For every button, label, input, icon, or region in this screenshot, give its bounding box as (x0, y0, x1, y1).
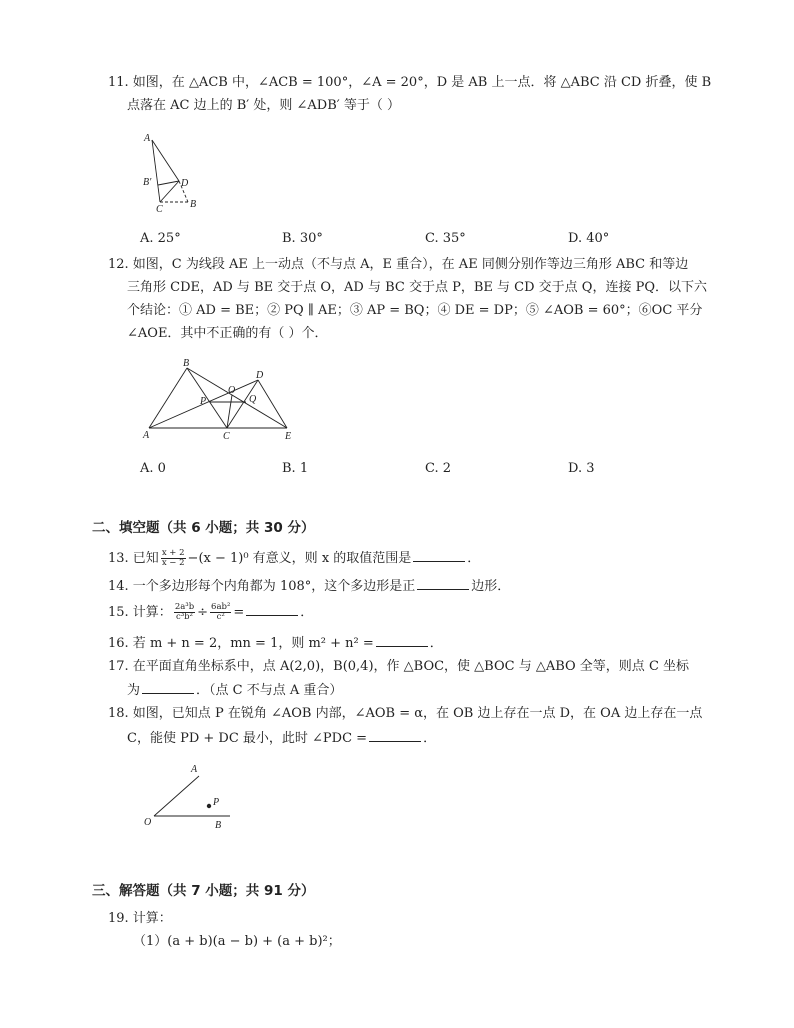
q18-line2-prefix: C，能使 PD + DC 最小，此时 ∠PDC = (127, 731, 368, 746)
q12-option-d[interactable]: D. 3 (568, 461, 595, 476)
q16-text: 16. 若 m + n = 2，mn = 1，则 m² + n² = (108, 636, 374, 651)
q11-label-A: A (144, 133, 151, 144)
q15-fraction-1 (174, 603, 195, 622)
q11-option-a[interactable]: A. 25° (140, 231, 181, 246)
q11-label-B: B (190, 199, 197, 210)
q11-segment-AC (152, 140, 160, 202)
q11-label-Bp: B′ (143, 177, 152, 188)
q16-answer-blank[interactable] (376, 634, 428, 647)
q12-line2: 三角形 CDE，AD 与 BE 交于点 O，AD 与 BC 交于点 P，BE 与 CD 交于点 Q，连接 PQ．以下六 (127, 280, 707, 295)
q17-answer-blank[interactable] (142, 681, 194, 694)
q14-answer-blank[interactable] (417, 577, 469, 590)
q17-line2 (127, 681, 342, 700)
q19-line1: 19. 计算： (108, 911, 172, 926)
q15-fraction-1-denominator: c³b² (175, 612, 193, 622)
q13-line (108, 549, 480, 568)
q11-label-C: C (156, 204, 163, 214)
q15-fraction-2-numerator: 6ab² (211, 602, 231, 612)
q15-suffix: ． (300, 605, 314, 620)
q11-option-d[interactable]: D. 40° (568, 231, 610, 246)
q18-answer-blank[interactable] (369, 729, 421, 742)
q12-segment-BC (187, 368, 227, 428)
q18-figure (140, 760, 240, 832)
q12-figure (140, 356, 310, 448)
q15-answer-blank[interactable] (246, 603, 298, 616)
q17-line1: 17. 在平面直角坐标系中，点 A(2,0)，B(0,4)，作 △BOC，使 △BOC 与 △ABO 全等，则点 C 坐标 (108, 659, 690, 674)
q12-option-a[interactable]: A. 0 (140, 461, 166, 476)
q13-fraction (161, 549, 186, 568)
q15-fraction-2 (210, 603, 231, 622)
q18-label-B: B (215, 820, 222, 831)
q18-label-A: A (191, 764, 198, 775)
q12-label-P: P (200, 396, 207, 407)
q11-option-b[interactable]: B. 30° (282, 231, 323, 246)
q15-fraction-1-numerator: 2a³b (174, 602, 195, 612)
q12-line1: 12. 如图，C 为线段 AE 上一动点（不与点 A，E 重合），在 AE 同侧分别作等边三角形 ABC 和等边 (108, 257, 689, 272)
q13-prefix: 13. 已知 (108, 551, 159, 566)
q14-line (108, 577, 510, 596)
q19-line2: （1）(a + b)(a − b) + (a + b)²； (133, 934, 341, 949)
q11-line2: 点落在 AC 边上的 B′ 处，则 ∠ADB′ 等于（ ） (127, 98, 400, 113)
q16-line (108, 634, 443, 653)
q18-line2-suffix: ． (423, 731, 437, 746)
q18-label-P: P (213, 797, 220, 808)
q12-label-B: B (183, 358, 190, 369)
q12-label-D: D (256, 370, 264, 381)
q18-point-P (207, 804, 211, 808)
q18-ray-OA (154, 776, 199, 816)
q17-line2-prefix: 为 (127, 683, 141, 698)
q15-equals: = (233, 605, 245, 620)
q13-suffix: ． (467, 551, 481, 566)
q11-figure (138, 128, 208, 214)
q15-operator: ÷ (197, 605, 209, 620)
q15-line (108, 603, 313, 622)
q15-fraction-2-denominator: c² (216, 612, 225, 622)
q12-label-C: C (223, 431, 230, 442)
q15-prefix: 15. 计算： (108, 605, 172, 620)
q17-line2-suffix: ．（点 C 不与点 A 重合） (196, 683, 343, 698)
q12-line4: ∠AOE．其中不正确的有（ ）个． (127, 326, 328, 341)
q12-label-E: E (285, 431, 292, 442)
q12-segment-DE (258, 380, 287, 428)
q12-label-A: A (143, 430, 150, 441)
q13-mid: −(x − 1)⁰ 有意义，则 x 的取值范围是 (187, 551, 412, 566)
q13-answer-blank[interactable] (413, 549, 465, 562)
q13-fraction-numerator: x + 2 (161, 548, 185, 558)
q11-option-c[interactable]: C. 35° (425, 231, 466, 246)
q12-line3: 个结论：① AD = BE；② PQ ∥ AE；③ AP = BQ；④ DE = DP；⑤ ∠AOB = 60°；⑥OC 平分 (127, 303, 703, 318)
q13-fraction-denominator: x − 2 (161, 558, 185, 568)
q14-suffix: 边形． (471, 579, 511, 594)
q14-text: 14. 一个多边形每个内角都为 108°，这个多边形是正 (108, 579, 416, 594)
q11-line1: 11. 如图，在 △ACB 中，∠ACB = 100°，∠A = 20°，D 是 AB 上一点．将 △ABC 沿 CD 折叠，使 B (108, 75, 712, 90)
q18-label-O: O (144, 817, 152, 828)
q12-segment-AB (149, 368, 187, 428)
q12-label-Q: Q (249, 394, 257, 405)
q12-option-c[interactable]: C. 2 (425, 461, 452, 476)
section-3-heading: 三、解答题（共 7 小题；共 91 分） (92, 883, 315, 899)
q12-segment-OC (227, 395, 232, 428)
section-2-heading: 二、填空题（共 6 小题；共 30 分） (92, 520, 315, 536)
q16-suffix: ． (429, 636, 443, 651)
q18-line1: 18. 如图，已知点 P 在锐角 ∠AOB 内部，∠AOB = α，在 OB 边上存在一点 D，在 OA 边上存在一点 (108, 706, 703, 721)
q11-label-D: D (181, 178, 189, 189)
q12-option-b[interactable]: B. 1 (282, 461, 309, 476)
q18-line2 (127, 729, 436, 748)
q12-label-O: O (228, 385, 236, 396)
